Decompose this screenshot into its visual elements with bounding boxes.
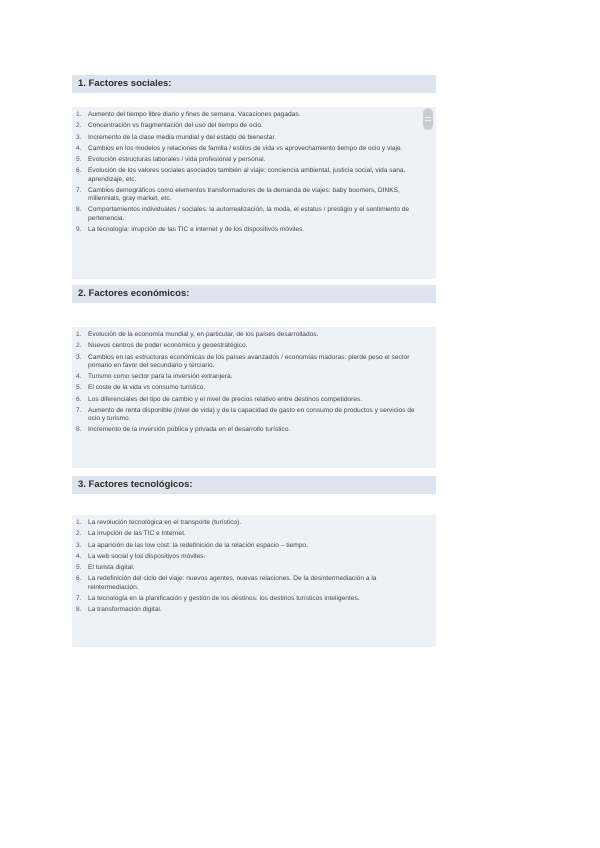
item-number: 5.: [76, 564, 82, 572]
item-number: 7.: [76, 406, 82, 414]
item-text: La tecnología en la planificación y gestión de los destinos: los destinos turísticos inteligentes.: [88, 594, 360, 602]
list-item: [76, 156, 426, 164]
item-text: La aparición de las low cost: la redefinición de la relación espacio – tiempo.: [88, 541, 308, 549]
item-text: La redefinición del ciclo del viaje: nuevos agentes, nuevas relaciones. De la desintermediación a la reintermediación.: [88, 575, 377, 591]
item-number: 6.: [76, 395, 82, 403]
item-number: 6.: [76, 575, 82, 583]
list-item: [76, 575, 426, 591]
list-item: [76, 595, 426, 603]
item-number: 1.: [76, 331, 82, 338]
list-item: [76, 354, 426, 370]
item-number: 8.: [76, 206, 82, 214]
item-number: 8.: [76, 426, 82, 434]
list-item: [76, 606, 426, 614]
item-text: El coste de la vida vs consumo turístico.: [88, 384, 206, 392]
list-item: [76, 396, 426, 404]
list-item: [76, 134, 426, 142]
item-text: Evolución de los valores sociales asociados también al viaje: conciencia ambiental, justicia social, vida sana, aprendizaje, etc.: [88, 167, 406, 183]
item-text: La irrupción de las TIC e Internet.: [88, 530, 186, 538]
item-number: 1.: [76, 519, 82, 526]
item-text: Incremento de la inversión pública y privada en el desarrollo turístico.: [88, 426, 291, 434]
item-text: Aumento de renta disponible (nivel de vida) y de la capacidad de gasto en consumo de productos y servicios de ocio y turismo.: [88, 406, 415, 423]
list-item: [76, 542, 426, 550]
grip-line: [425, 120, 431, 121]
item-text: Los diferenciales del tipo de cambio y el nivel de precios relativo entre destinos competidores.: [88, 395, 363, 403]
list-item: [76, 167, 426, 183]
item-number: 7.: [76, 186, 82, 194]
section-title-sociales: 1. Factores sociales:: [72, 75, 436, 93]
item-text: Turismo como sector para la inversión extranjera.: [88, 373, 233, 381]
scrollbar-thumb[interactable]: [423, 108, 433, 130]
item-text: Evolución de la economía mundial y, en particular, de los países desarrollados.: [88, 331, 319, 338]
list-item: [76, 145, 426, 153]
list-item: [76, 122, 426, 130]
item-text: Comportamientos individuales / sociales: la autorrealización, la moda, el estatus / prestigio y el sentimiento de pertenencia.: [88, 206, 410, 222]
item-text: Incremento de la clase media mundial y del estado de bienestar.: [88, 133, 277, 141]
list-item: [76, 331, 426, 339]
item-number: 3.: [76, 353, 82, 361]
item-number: 2.: [76, 122, 82, 130]
list-item: [76, 342, 426, 350]
item-text: La web social y los dispositivos móviles.: [88, 552, 206, 560]
list-item: [76, 407, 426, 423]
list-item: [76, 564, 426, 572]
item-number: 5.: [76, 156, 82, 164]
list-item: [76, 206, 426, 222]
list-item: [76, 530, 426, 538]
list-item: [76, 426, 426, 434]
item-number: 6.: [76, 167, 82, 175]
list-item: [76, 384, 426, 392]
item-text: Cambios en los modelos y relaciones de familia / estilos de vida vs aprovechamiento tiempo de ocio y viaje.: [88, 144, 403, 152]
item-text: Cambios en las estructuras económicas de los países avanzados / economías maduras: pierde peso el sector primario en favor del secundario y terciario.: [88, 353, 410, 369]
item-number: 3.: [76, 541, 82, 549]
grip-line: [425, 117, 431, 118]
item-text: Nuevos centros de poder económico y geoestratégico.: [88, 342, 248, 350]
item-number: 9.: [76, 225, 82, 233]
list-item: [76, 519, 426, 527]
item-text: La tecnología: irrupción de las TIC e internet y de los dispositivos móviles.: [88, 225, 305, 233]
item-number: 8.: [76, 606, 82, 614]
list-item: [76, 373, 426, 381]
item-number: 5.: [76, 384, 82, 392]
item-number: 7.: [76, 594, 82, 602]
item-text: Cambios demográficos como elementos transformadores de la demanda de viajes: baby boomers, DINKS, millennials, gray market, etc.: [88, 186, 400, 203]
item-text: La transformación digital.: [88, 606, 162, 614]
item-text: Concentración vs fragmentación del uso del tiempo de ocio.: [88, 122, 263, 130]
item-number: 4.: [76, 552, 82, 560]
item-number: 1.: [76, 111, 82, 118]
item-text: Evolución estructuras laborales / vida profesional y personal.: [88, 156, 266, 164]
section-title-tecnologicos: 3. Factores tecnológicos:: [72, 476, 436, 494]
section-list-tecnologicos: [72, 515, 436, 647]
section-title-economicos: 2. Factores económicos:: [72, 285, 436, 303]
list-item: [76, 187, 426, 203]
list-item: [76, 111, 426, 119]
item-number: 3.: [76, 133, 82, 141]
list-item: [76, 226, 426, 234]
item-number: 2.: [76, 342, 82, 350]
item-number: 4.: [76, 373, 82, 381]
section-list-sociales: [72, 107, 436, 279]
item-text: Aumento del tiempo libre diario y fines de semana. Vacaciones pagadas.: [88, 111, 301, 118]
item-text: La revolución tecnológica en el transporte (turístico).: [88, 519, 242, 526]
item-number: 4.: [76, 144, 82, 152]
item-number: 2.: [76, 530, 82, 538]
item-text: El turista digital.: [88, 564, 135, 572]
list-item: [76, 553, 426, 561]
section-list-economicos: [72, 327, 436, 468]
